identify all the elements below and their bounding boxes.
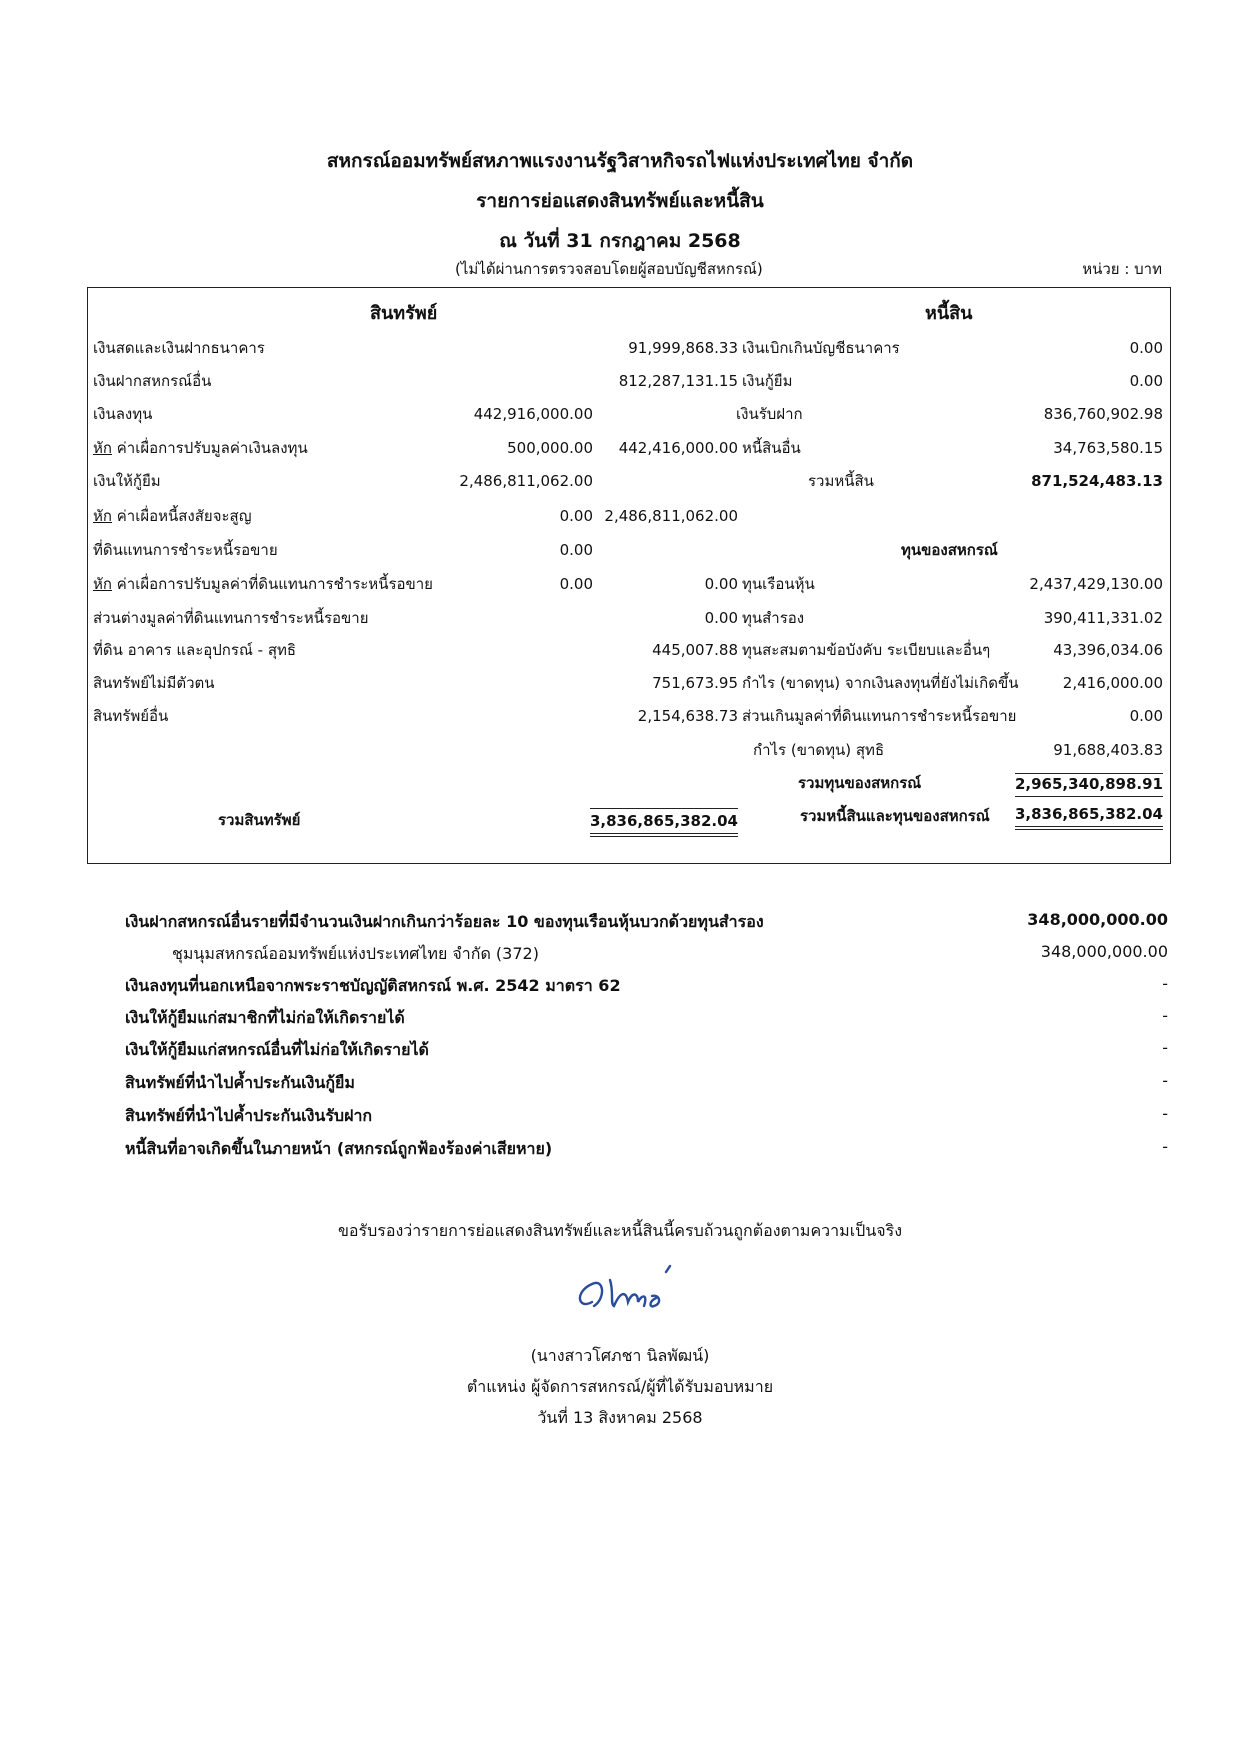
equity-row-value: 2,416,000.00 (1062, 674, 1163, 692)
equity-total-value: 2,965,340,898.91 (1015, 773, 1163, 797)
disclosure-label: เงินฝากสหกรณ์อื่นรายที่มีจำนวนเงินฝากเกินกว่าร้อยละ 10 ของทุนเรือนหุ้นบวกด้วยทุนสำรอง (125, 912, 764, 931)
asset-row-value: 2,486,811,062.00 (604, 507, 738, 525)
less-prefix: หัก (93, 439, 112, 457)
asset-row-label (93, 640, 296, 660)
subheader-row (0, 257, 1240, 281)
document-header (0, 146, 1240, 256)
asset-label-text: เงินสดและเงินฝากธนาคาร (93, 339, 265, 357)
asset-row-subvalue: 0.00 (559, 541, 593, 559)
asset-label-text: สินทรัพย์ไม่มีตัวตน (93, 674, 215, 692)
equity-row-value: 43,396,034.06 (1053, 641, 1163, 659)
equity-row-label: ทุนสะสมตามข้อบังคับ ระเบียบและอื่นๆ (742, 641, 991, 659)
asset-row-label (93, 371, 211, 391)
asset-label-text: ค่าเผื่อการปรับมูลค่าเงินลงทุน (111, 439, 308, 457)
equity-row-label: ส่วนเกินมูลค่าที่ดินแทนการชำระหนี้รอขาย (742, 707, 1017, 725)
asset-row-value: 0.00 (704, 575, 738, 593)
assets-heading: สินทรัพย์ (370, 303, 438, 324)
document-date: ณ วันที่ 31 กรกฎาคม 2568 (499, 230, 741, 252)
asset-row-subvalue: 442,916,000.00 (473, 405, 593, 423)
liabilities-heading: หนี้สิน (925, 303, 973, 324)
liability-row-value: 34,763,580.15 (1053, 439, 1163, 457)
less-prefix: หัก (93, 575, 112, 593)
asset-row-subvalue: 2,486,811,062.00 (459, 472, 593, 490)
assets-total-label: รวมสินทรัพย์ (218, 811, 301, 829)
asset-row-label (93, 673, 215, 693)
disclosure-value: 348,000,000.00 (1040, 942, 1168, 961)
disclosure-label: สินทรัพย์ที่นำไปค้ำประกันเงินรับฝาก (125, 1106, 373, 1125)
asset-row-value: 0.00 (704, 609, 738, 627)
asset-row-label (93, 706, 168, 726)
document-title: รายการย่อแสดงสินทรัพย์และหนี้สิน (476, 190, 764, 212)
disclosure-label: เงินให้กู้ยืมแก่สมาชิกที่ไม่ก่อให้เกิดรายได้ (125, 1008, 405, 1027)
asset-label-text: สินทรัพย์อื่น (93, 707, 169, 725)
equity-row-label: กำไร (ขาดทุน) สุทธิ (753, 741, 885, 759)
equity-row-value: 0.00 (1129, 707, 1163, 725)
asset-label-text: ที่ดินแทนการชำระหนี้รอขาย (93, 541, 278, 559)
asset-row-label (93, 540, 278, 560)
signatory-date: วันที่ 13 สิงหาคม 2568 (537, 1408, 703, 1427)
asset-label-text: เงินให้กู้ยืม (93, 472, 161, 490)
asset-label-text: ที่ดิน อาคาร และอุปกรณ์ - สุทธิ (93, 641, 297, 659)
signatory-name: (นางสาวโศภชา นิลพัฒน์) (530, 1346, 710, 1365)
asset-label-text: ค่าเผื่อหนี้สงสัยจะสูญ (111, 507, 252, 525)
asset-label-text: เงินฝากสหกรณ์อื่น (93, 372, 212, 390)
disclosure-value: - (1162, 1038, 1168, 1057)
asset-row-label (93, 438, 308, 458)
disclosure-value: - (1162, 1137, 1168, 1156)
equity-row-value: 2,437,429,130.00 (1029, 575, 1163, 593)
liability-row-label: เงินเบิกเกินบัญชีธนาคาร (742, 339, 900, 357)
asset-row-value: 91,999,868.33 (628, 339, 738, 357)
disclosure-value: - (1162, 974, 1168, 993)
asset-row-label (93, 471, 161, 491)
currency-unit: หน่วย : บาท (1082, 260, 1162, 278)
disclosure-value: - (1162, 1006, 1168, 1025)
certification-statement: ขอรับรองว่ารายการย่อแสดงสินทรัพย์และหนี้สินนี้ครบถ้วนถูกต้องตามความเป็นจริง (337, 1221, 903, 1240)
asset-row-value: 442,416,000.00 (618, 439, 738, 457)
disclosure-label: เงินลงทุนที่นอกเหนือจากพระราชบัญญัติสหกรณ์ พ.ศ. 2542 มาตรา 62 (125, 976, 621, 995)
signature-image (570, 1262, 700, 1322)
disclosure-value: - (1162, 1104, 1168, 1123)
asset-row-value: 812,287,131.15 (618, 372, 738, 390)
liability-row-value: 836,760,902.98 (1043, 405, 1163, 423)
asset-row-label (93, 608, 369, 628)
less-prefix: หัก (93, 507, 112, 525)
asset-row-label (93, 338, 265, 358)
asset-row-subvalue: 500,000.00 (507, 439, 593, 457)
asset-row-subvalue: 0.00 (559, 575, 593, 593)
equity-row-label: กำไร (ขาดทุน) จากเงินลงทุนที่ยังไม่เกิดขึ้น (742, 674, 1019, 692)
disclosure-label: หนี้สินที่อาจเกิดขึ้นในภายหน้า (สหกรณ์ถูกฟ้องร้องค่าเสียหาย) (125, 1139, 553, 1158)
audit-note: (ไม่ได้ผ่านการตรวจสอบโดยผู้สอบบัญชีสหกรณ์) (455, 260, 763, 278)
equity-total-label: รวมทุนของสหกรณ์ (798, 774, 922, 792)
liabilities-total-label: รวมหนี้สิน (808, 472, 874, 490)
assets-total-value: 3,836,865,382.04 (590, 808, 738, 837)
grand-total-value: 3,836,865,382.04 (1015, 804, 1163, 830)
asset-row-label (93, 574, 433, 594)
asset-row-subvalue: 0.00 (559, 507, 593, 525)
asset-row-value: 2,154,638.73 (637, 707, 738, 725)
disclosure-value: 348,000,000.00 (1027, 910, 1168, 929)
liability-row-value: 0.00 (1129, 339, 1163, 357)
liabilities-total-value: 871,524,483.13 (1031, 472, 1163, 490)
asset-label-text: ส่วนต่างมูลค่าที่ดินแทนการชำระหนี้รอขาย (93, 609, 369, 627)
asset-row-label (93, 404, 152, 424)
asset-row-value: 445,007.88 (652, 641, 738, 659)
asset-row-value: 751,673.95 (652, 674, 738, 692)
asset-label-text: ค่าเผื่อการปรับมูลค่าที่ดินแทนการชำระหนี้รอขาย (111, 575, 433, 593)
equity-row-value: 390,411,331.02 (1043, 609, 1163, 627)
asset-row-label (93, 506, 251, 526)
liability-row-label: เงินรับฝาก (736, 405, 803, 423)
balance-sheet-box (87, 287, 1171, 864)
disclosure-value: - (1162, 1071, 1168, 1090)
disclosure-label: ชุมนุมสหกรณ์ออมทรัพย์แห่งประเทศไทย จำกัด (372) (172, 944, 539, 963)
liability-row-label: หนี้สินอื่น (742, 439, 801, 457)
signatory-position: ตำแหน่ง ผู้จัดการสหกรณ์/ผู้ที่ได้รับมอบหมาย (466, 1377, 774, 1396)
grand-total-label: รวมหนี้สินและทุนของสหกรณ์ (800, 807, 990, 825)
equity-row-label: ทุนเรือนหุ้น (742, 575, 815, 593)
equity-row-value: 91,688,403.83 (1053, 741, 1163, 759)
disclosure-label: สินทรัพย์ที่นำไปค้ำประกันเงินกู้ยืม (125, 1073, 355, 1092)
liability-row-value: 0.00 (1129, 372, 1163, 390)
disclosure-label: เงินให้กู้ยืมแก่สหกรณ์อื่นที่ไม่ก่อให้เกิดรายได้ (125, 1040, 429, 1059)
equity-heading: ทุนของสหกรณ์ (901, 541, 998, 559)
asset-label-text: เงินลงทุน (93, 405, 153, 423)
liability-row-label: เงินกู้ยืม (742, 372, 793, 390)
equity-row-label: ทุนสำรอง (742, 609, 805, 627)
organization-name: สหกรณ์ออมทรัพย์สหภาพแรงงานรัฐวิสาหกิจรถไฟแห่งประเทศไทย จำกัด (326, 150, 914, 172)
